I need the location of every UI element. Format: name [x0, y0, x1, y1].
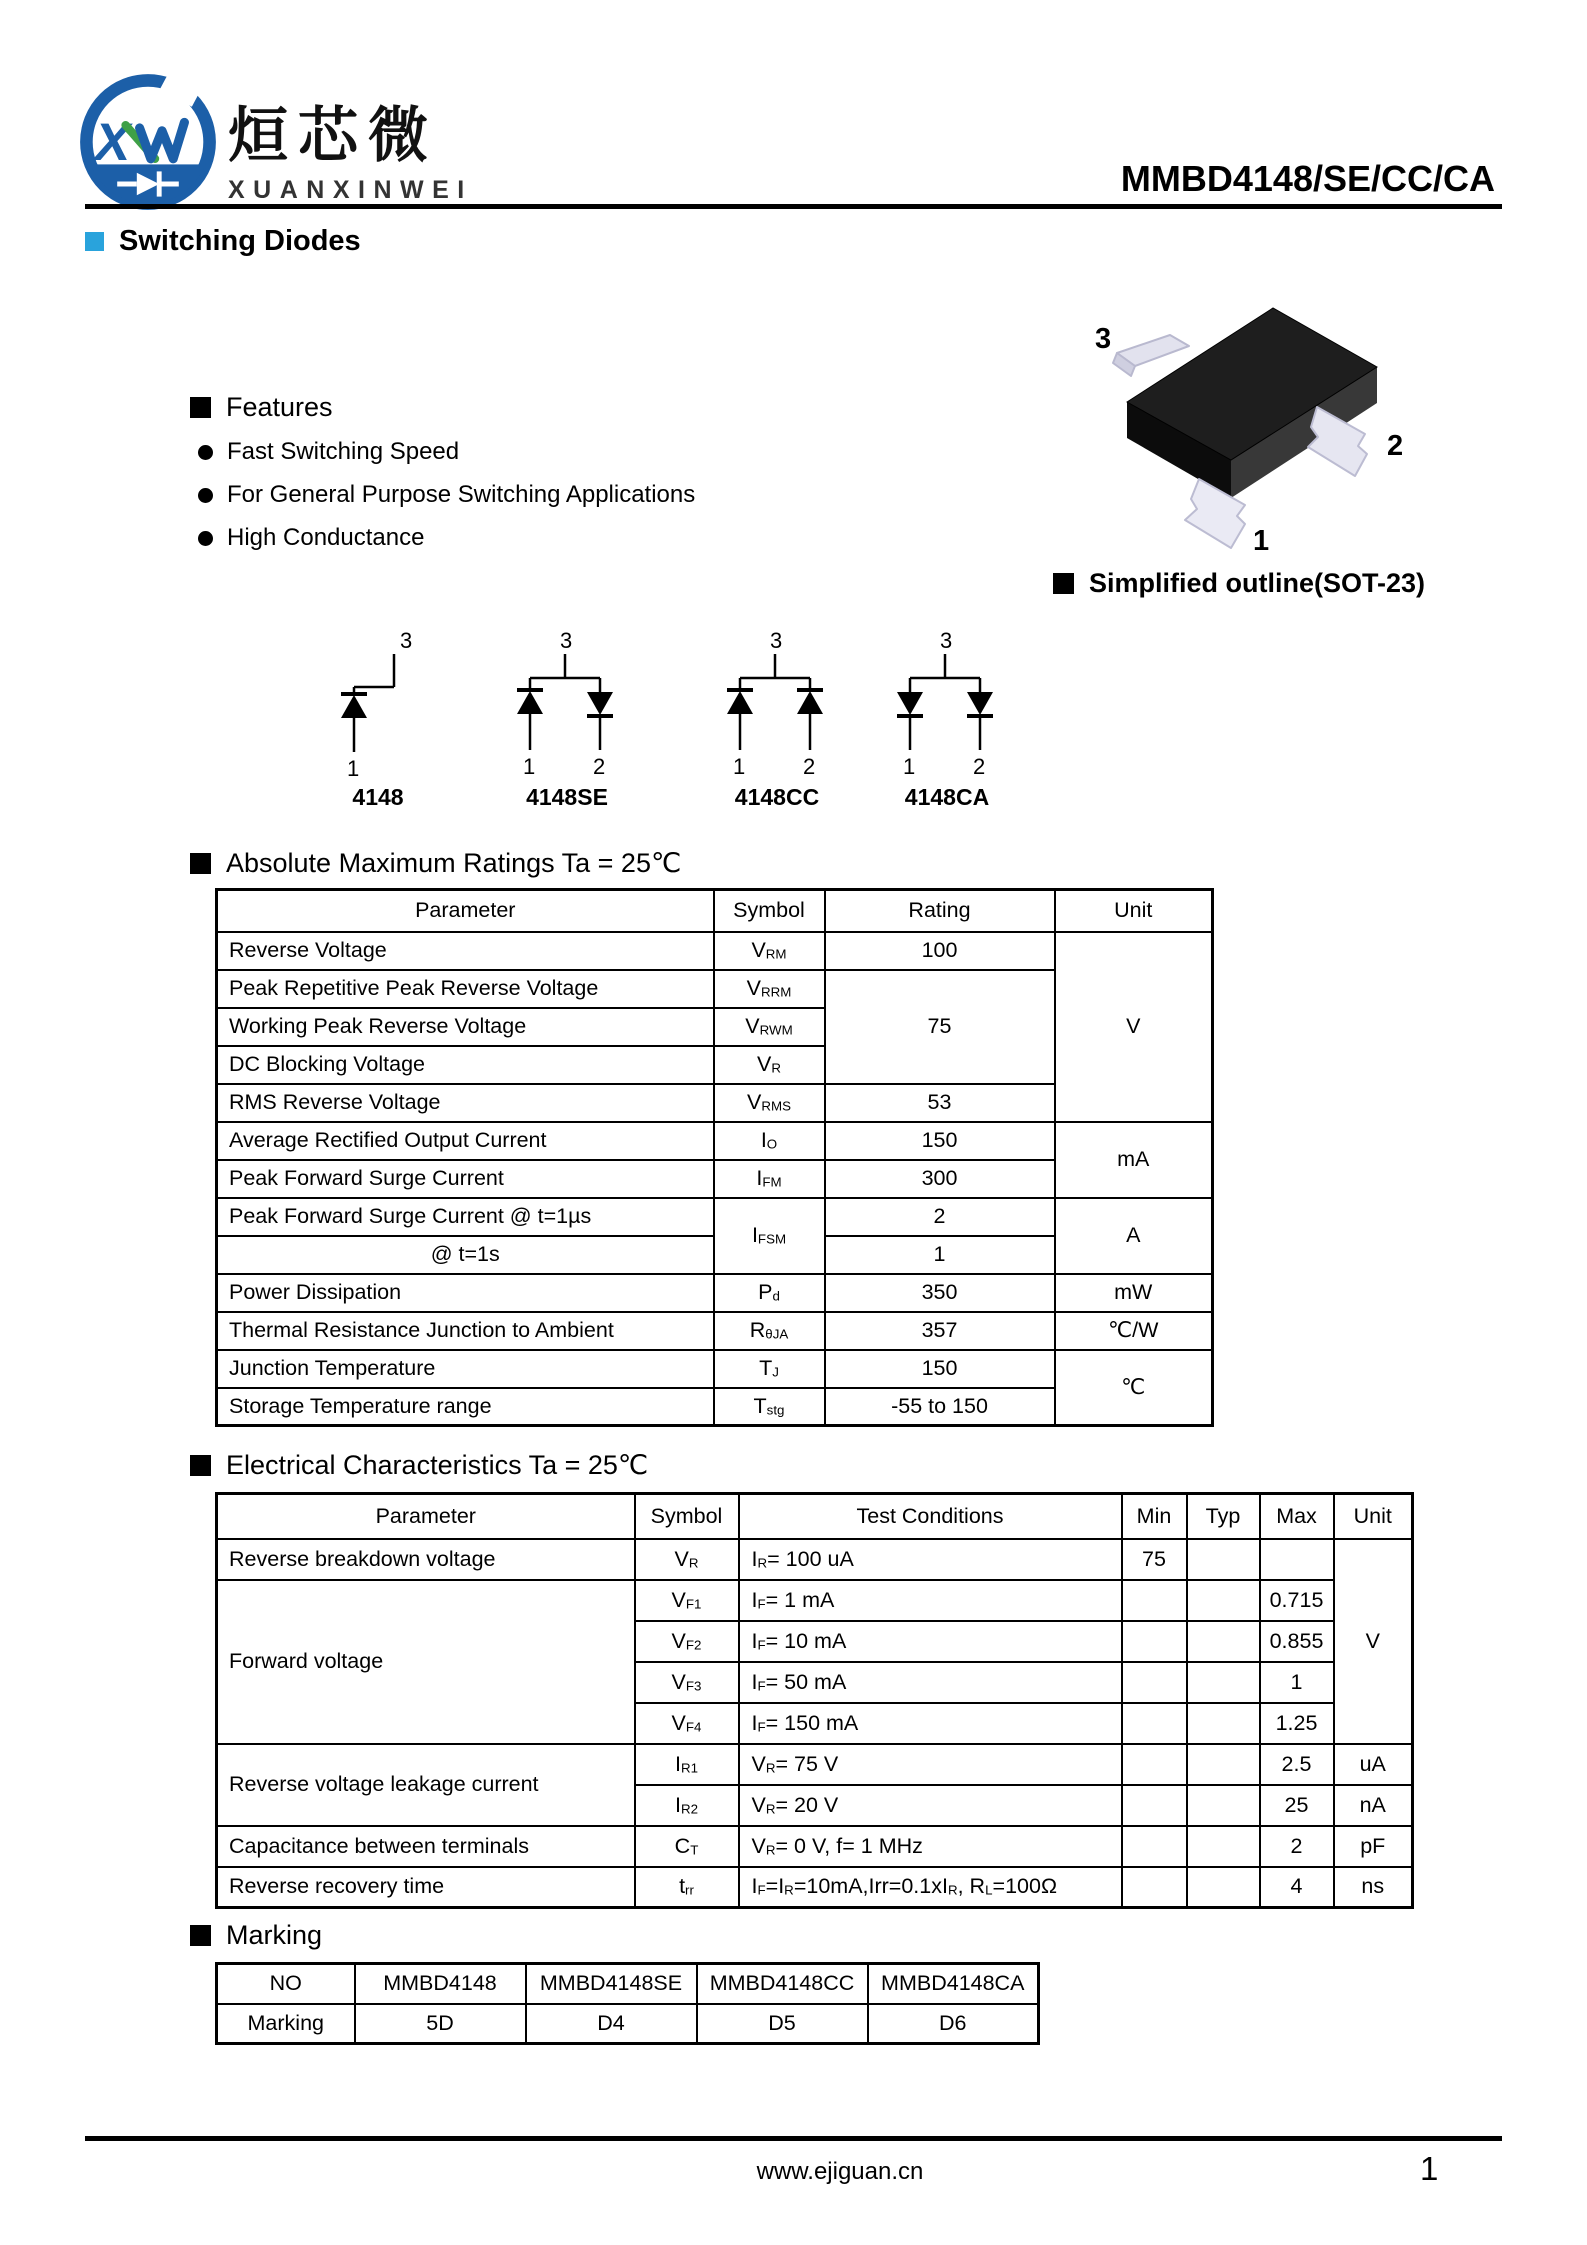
unit-cell: pF [1334, 1826, 1413, 1867]
col-header-rating: Rating [825, 890, 1055, 932]
black-square-bullet-icon [190, 1455, 211, 1476]
min-cell [1122, 1867, 1187, 1908]
col-header-conditions: Test Conditions [739, 1494, 1122, 1539]
black-square-bullet-icon [1053, 573, 1074, 594]
unit-cell: ℃ [1055, 1350, 1213, 1426]
typ-cell [1187, 1703, 1260, 1744]
schematic-4148se [502, 630, 632, 811]
pin2-label: 2 [593, 754, 606, 779]
marking-part: MMBD4148CC [697, 1964, 868, 2004]
typ-cell [1187, 1744, 1260, 1785]
rating-cell: -55 to 150 [825, 1388, 1055, 1426]
param-cell: @ t=1s [217, 1236, 714, 1274]
condition-cell: $I_F=I_R=10mA,Irr=0.1xI_R$, $R_L=100\Omega$ [739, 1867, 1122, 1908]
marking-part: MMBD4148CA [868, 1964, 1039, 2004]
bullet-dot-icon [198, 531, 213, 546]
symbol-cell: $t_{rr}$ [635, 1867, 739, 1908]
min-cell [1122, 1580, 1187, 1621]
pin1-label: 1 [903, 754, 916, 779]
unit-cell: mW [1055, 1274, 1213, 1312]
symbol-cell: $I_{R2}$ [635, 1785, 739, 1826]
category-heading [85, 225, 361, 258]
param-cell: Peak Forward Surge Current @ t=1µs [217, 1198, 714, 1236]
rating-cell: 350 [825, 1274, 1055, 1312]
table-header-row [217, 890, 1213, 932]
pin1-label: 1 [347, 756, 360, 780]
table-row [217, 1867, 1413, 1908]
symbol-cell: $C_T$ [635, 1826, 739, 1867]
param-cell: Capacitance between terminals [217, 1826, 635, 1867]
symbol-cell: $V_{F4}$ [635, 1703, 739, 1744]
abs-max-title: Absolute Maximum Ratings Ta = 25℃ [226, 848, 682, 878]
table-row [217, 1744, 1413, 1785]
table-row [217, 1198, 1213, 1236]
max-cell: 0.855 [1260, 1621, 1334, 1662]
pin1-label: 1 [523, 754, 536, 779]
symbol-cell: $V_{F2}$ [635, 1621, 739, 1662]
typ-cell [1187, 1580, 1260, 1621]
marking-no-header: NO [217, 1964, 355, 2004]
table-row [217, 2004, 1039, 2044]
col-header-max: Max [1260, 1494, 1334, 1539]
feature-item [198, 481, 695, 509]
feature-item [198, 438, 459, 466]
condition-cell: $V_R= 20$ V [739, 1785, 1122, 1826]
max-cell: 1.25 [1260, 1703, 1334, 1744]
rating-cell: 75 [825, 970, 1055, 1084]
unit-cell: uA [1334, 1744, 1413, 1785]
symbol-cell: $P_d$ [714, 1274, 825, 1312]
symbol-cell: $V_{RMS}$ [714, 1084, 825, 1122]
condition-cell: $I_F= 150$ mA [739, 1703, 1122, 1744]
footer-rule [85, 2136, 1502, 2141]
logo-mark-icon [78, 72, 218, 212]
unit-cell: mA [1055, 1122, 1213, 1198]
col-header-unit: Unit [1334, 1494, 1413, 1539]
company-logo [78, 72, 218, 212]
header-rule [85, 204, 1502, 209]
param-cell: Reverse recovery time [217, 1867, 635, 1908]
footer-page-number: 1 [1420, 2150, 1439, 2187]
min-cell [1122, 1703, 1187, 1744]
max-cell: 2.5 [1260, 1744, 1334, 1785]
symbol-cell: $V_{RRM}$ [714, 970, 825, 1008]
typ-cell [1187, 1621, 1260, 1662]
features-title: Features [226, 392, 333, 422]
marking-code: 5D [355, 2004, 526, 2044]
schematic-caption: 4148CA [904, 784, 990, 810]
rating-cell: 2 [825, 1198, 1055, 1236]
param-cell: Forward voltage [217, 1580, 635, 1744]
marking-row-header: Marking [217, 2004, 355, 2044]
condition-cell: $I_F= 1$ mA [739, 1580, 1122, 1621]
pin2-label: 2 [973, 754, 986, 779]
param-cell: Reverse breakdown voltage [217, 1539, 635, 1580]
sot23-package-icon [1065, 250, 1435, 560]
black-square-bullet-icon [190, 853, 211, 874]
table-row [217, 1539, 1413, 1580]
schematic-caption: 4148 [352, 784, 404, 810]
symbol-cell: $I_O$ [714, 1122, 825, 1160]
col-header-unit: Unit [1055, 890, 1213, 932]
typ-cell [1187, 1785, 1260, 1826]
pkg-pin1-label: 1 [1253, 525, 1270, 557]
feature-text: Fast Switching Speed [227, 438, 460, 465]
black-square-bullet-icon [190, 1925, 211, 1946]
blue-square-bullet-icon [85, 232, 104, 251]
feature-item [198, 524, 424, 552]
part-number-title: MMBD4148/SE/CC/CA [1120, 158, 1495, 199]
unit-cell: A [1055, 1198, 1213, 1274]
param-cell: Peak Repetitive Peak Reverse Voltage [217, 970, 714, 1008]
pin3-label: 3 [400, 630, 413, 653]
condition-cell: $I_F= 50$ mA [739, 1662, 1122, 1703]
pkg-pin2-label: 2 [1387, 430, 1404, 462]
condition-cell: $I_F= 10$ mA [739, 1621, 1122, 1662]
abs-max-table [215, 888, 1214, 1427]
symbol-cell: $T_{stg}$ [714, 1388, 825, 1426]
symbol-cell: $V_R$ [635, 1539, 739, 1580]
min-cell [1122, 1785, 1187, 1826]
typ-cell [1187, 1662, 1260, 1703]
marking-heading [190, 1920, 322, 1951]
condition-cell: $V_R= 0$ V, f= 1 MHz [739, 1826, 1122, 1867]
table-row [217, 1274, 1213, 1312]
schematic-caption: 4148CC [734, 784, 820, 810]
unit-cell: V [1334, 1539, 1413, 1744]
col-header-symbol: Symbol [635, 1494, 739, 1539]
marking-code: D5 [697, 2004, 868, 2044]
schematic-4148 [328, 630, 458, 811]
symbol-cell: $V_{F3}$ [635, 1662, 739, 1703]
param-cell: Thermal Resistance Junction to Ambient [217, 1312, 714, 1350]
param-cell: Junction Temperature [217, 1350, 714, 1388]
table-row [217, 1122, 1213, 1160]
marking-code: D4 [526, 2004, 697, 2044]
pin3-label: 3 [560, 630, 573, 653]
table-header-row [217, 1494, 1413, 1539]
marking-table [215, 1962, 1040, 2045]
col-header-symbol: Symbol [714, 890, 825, 932]
symbol-cell: $R_{\theta JA}$ [714, 1312, 825, 1350]
abs-max-heading [190, 848, 681, 879]
col-header-min: Min [1122, 1494, 1187, 1539]
marking-code: D6 [868, 2004, 1039, 2044]
svg-text:X: X [94, 113, 131, 173]
param-cell: RMS Reverse Voltage [217, 1084, 714, 1122]
category-title: Switching Diodes [119, 225, 361, 257]
rating-cell: 100 [825, 932, 1055, 970]
param-cell: Working Peak Reverse Voltage [217, 1008, 714, 1046]
condition-cell: $I_R= 100$ uA [739, 1539, 1122, 1580]
unit-cell: ℃/W [1055, 1312, 1213, 1350]
schematic-caption: 4148SE [526, 784, 608, 810]
typ-cell [1187, 1826, 1260, 1867]
min-cell: 75 [1122, 1539, 1187, 1580]
max-cell: 4 [1260, 1867, 1334, 1908]
min-cell [1122, 1826, 1187, 1867]
marking-part: MMBD4148SE [526, 1964, 697, 2004]
pin3-label: 3 [770, 630, 783, 653]
symbol-cell: $T_J$ [714, 1350, 825, 1388]
symbol-cell: $V_R$ [714, 1046, 825, 1084]
param-cell: Storage Temperature range [217, 1388, 714, 1426]
param-cell: Power Dissipation [217, 1274, 714, 1312]
symbol-cell: $V_{RWM}$ [714, 1008, 825, 1046]
feature-text: High Conductance [227, 524, 425, 551]
param-cell: Reverse voltage leakage current [217, 1744, 635, 1826]
outline-caption-heading [1053, 568, 1425, 599]
max-cell: 2 [1260, 1826, 1334, 1867]
rating-cell: 150 [825, 1122, 1055, 1160]
symbol-cell: $V_{RM}$ [714, 932, 825, 970]
table-row [217, 932, 1213, 970]
marking-title: Marking [226, 1920, 323, 1950]
param-cell: DC Blocking Voltage [217, 1046, 714, 1084]
black-square-bullet-icon [190, 397, 211, 418]
max-cell: 25 [1260, 1785, 1334, 1826]
min-cell [1122, 1621, 1187, 1662]
electrical-title: Electrical Characteristics Ta = 25℃ [226, 1450, 649, 1480]
typ-cell [1187, 1867, 1260, 1908]
condition-cell: $V_R= 75$ V [739, 1744, 1122, 1785]
bullet-dot-icon [198, 445, 213, 460]
max-cell [1260, 1539, 1334, 1580]
table-row [217, 1312, 1213, 1350]
features-heading [190, 392, 333, 423]
col-header-typ: Typ [1187, 1494, 1260, 1539]
unit-cell: ns [1334, 1867, 1413, 1908]
outline-caption: Simplified outline(SOT-23) [1089, 568, 1426, 598]
max-cell: 0.715 [1260, 1580, 1334, 1621]
feature-text: For General Purpose Switching Applications [227, 481, 696, 508]
col-header-parameter: Parameter [217, 890, 714, 932]
table-row [217, 1826, 1413, 1867]
bullet-dot-icon [198, 488, 213, 503]
unit-cell: V [1055, 932, 1213, 1122]
symbol-cell: $I_{FSM}$ [714, 1198, 825, 1274]
electrical-table [215, 1492, 1414, 1909]
symbol-cell: $V_{F1}$ [635, 1580, 739, 1621]
param-cell: Reverse Voltage [217, 932, 714, 970]
package-drawing [1065, 250, 1435, 565]
table-row [217, 1350, 1213, 1388]
param-cell: Peak Forward Surge Current [217, 1160, 714, 1198]
schematic-4148ca [882, 630, 1012, 811]
electrical-heading [190, 1450, 648, 1481]
max-cell: 1 [1260, 1662, 1334, 1703]
rating-cell: 1 [825, 1236, 1055, 1274]
symbol-cell: $I_{R1}$ [635, 1744, 739, 1785]
typ-cell [1187, 1539, 1260, 1580]
rating-cell: 357 [825, 1312, 1055, 1350]
unit-cell: nA [1334, 1785, 1413, 1826]
rating-cell: 53 [825, 1084, 1055, 1122]
schematic-4148cc [712, 630, 842, 811]
min-cell [1122, 1744, 1187, 1785]
brand-name-latin: XUANXINWEI [228, 176, 473, 204]
footer-website: www.ejiguan.cn [756, 2158, 924, 2185]
pin1-label: 1 [733, 754, 746, 779]
table-row [217, 1964, 1039, 2004]
param-cell: Average Rectified Output Current [217, 1122, 714, 1160]
min-cell [1122, 1662, 1187, 1703]
col-header-parameter: Parameter [217, 1494, 635, 1539]
pin3-label: 3 [940, 630, 953, 653]
brand-name-chinese: 烜芯微 [228, 102, 438, 169]
pkg-pin3-label: 3 [1095, 323, 1112, 355]
rating-cell: 150 [825, 1350, 1055, 1388]
table-row [217, 1580, 1413, 1621]
marking-part: MMBD4148 [355, 1964, 526, 2004]
pin2-label: 2 [803, 754, 816, 779]
rating-cell: 300 [825, 1160, 1055, 1198]
symbol-cell: $I_{FM}$ [714, 1160, 825, 1198]
